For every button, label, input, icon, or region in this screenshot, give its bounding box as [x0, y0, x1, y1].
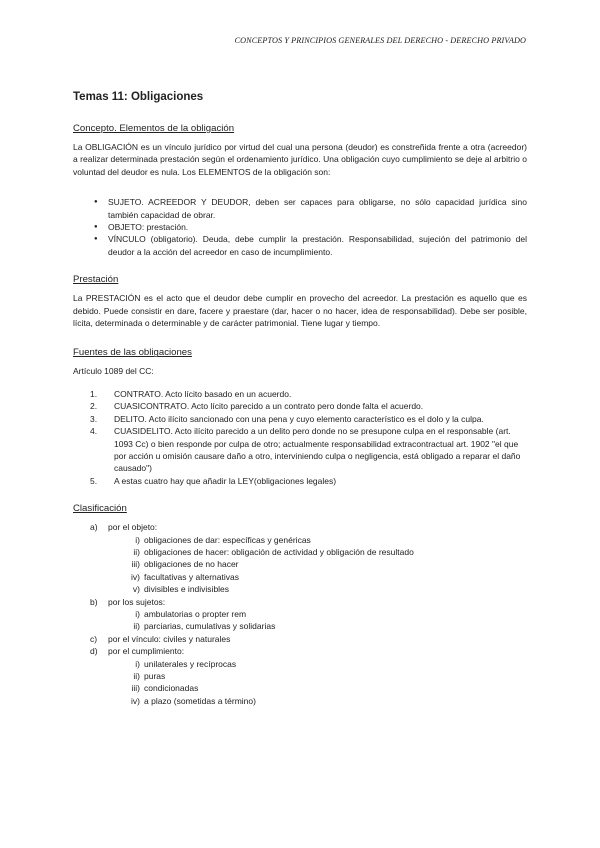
- item-text: a plazo (sometidas a término): [144, 695, 256, 706]
- item-text: puras: [144, 671, 166, 681]
- sublist: [108, 608, 527, 633]
- item-label: a): [90, 522, 98, 533]
- item-text: obligaciones de hacer: obligación de actividad y obligación de resultado: [144, 546, 414, 557]
- item-text: parciarias, cumulativas y solidarias: [144, 621, 276, 632]
- list-item: [108, 695, 527, 707]
- section-heading-concepto: Concepto. Elementos de la obligación: [73, 123, 235, 134]
- item-text: CUASIDELITO. Acto ilícito parecido a un delito pero donde no se presupone culpa en el responsable (art. 1093 Cc) o bien responde por culpa de otro; actualmente responsabilidad extracontractual art. 1902 "el que por acción u omisión causare daño a otro, interviniendo culpa o negligencia, está obligado a reparar el daño causado"): [114, 426, 521, 474]
- item-number: 4.: [90, 426, 98, 437]
- list-item: [73, 633, 527, 645]
- item-text: unilaterales y recíprocas: [144, 658, 237, 669]
- item-number: ii): [133, 546, 140, 557]
- prestacion-paragraph: La PRESTACIÓN es el acto que el deudor debe cumplir en provecho del acreedor. La prestación es aquello que es debido. Puede consistir en dare, facere y praestare (dar, hacer o no hacer, idea de responsabilidad). Debe ser posible, lícita, determinada o determinable y de carácter patrimonial. Tiene lugar y tiempo.: [73, 293, 527, 329]
- item-text: obligaciones de dar: específicas y genéricas: [144, 534, 311, 545]
- item-label: c): [90, 633, 98, 644]
- list-item: [108, 608, 527, 620]
- item-number: 1.: [90, 388, 98, 399]
- item-text: por el vínculo: civiles y naturales: [108, 633, 231, 644]
- item-number: i): [135, 608, 140, 619]
- item-text: CUASICONTRATO. Acto lícito parecido a un contrato pero donde falta el acuerdo.: [114, 401, 424, 412]
- list-item: [108, 546, 527, 558]
- clasificacion-list: [73, 521, 527, 707]
- item-number: ii): [133, 671, 140, 681]
- item-number: ii): [133, 621, 140, 632]
- item-number: iv): [131, 695, 140, 706]
- section-heading-fuentes: Fuentes de las obligaciones: [73, 347, 192, 359]
- item-number: iii): [131, 559, 140, 570]
- elementos-list: [73, 196, 527, 258]
- item-number: i): [135, 658, 140, 669]
- list-item: [108, 682, 527, 694]
- item-text: obligaciones de no hacer: [144, 559, 239, 570]
- section-heading-prestacion: Prestación: [73, 274, 119, 286]
- sublist: [108, 534, 527, 596]
- list-item: [73, 521, 527, 595]
- list-item: ● SUJETO. ACREEDOR Y DEUDOR, deben ser capaces para obligarse, no sólo capacidad jurídica sino también capacidad de obrar.: [108, 196, 527, 221]
- article-reference: Artículo 1089 del CC:: [73, 366, 154, 377]
- list-item: [108, 558, 527, 570]
- item-label: d): [90, 646, 98, 657]
- item-text: facultativas y alternativas: [144, 571, 239, 582]
- list-item: [90, 388, 527, 400]
- item-text: CONTRATO. Acto lícito basado en un acuerdo.: [114, 388, 292, 399]
- section-heading-clasificacion: Clasificación: [73, 503, 127, 515]
- list-item: ● VÍNCULO (obligatorio). Deuda, debe cumplir la prestación. Responsabilidad, sujeción del patrimonio del deudor a la acción del acreedor en caso de incumplimiento.: [108, 233, 527, 258]
- item-number: v): [132, 584, 140, 595]
- list-item: [73, 645, 527, 707]
- list-item: [90, 475, 527, 487]
- item-text: por el cumplimiento:: [108, 646, 185, 657]
- sublist: [108, 658, 527, 708]
- item-text: A estas cuatro hay que añadir la LEY(obligaciones legales): [114, 475, 337, 486]
- list-item: [108, 670, 527, 682]
- item-text: DELITO. Acto ilícito sancionado con una pena y cuyo elemento característico es el dolo y la culpa.: [114, 413, 484, 424]
- item-number: 5.: [90, 475, 98, 486]
- list-item: [108, 571, 527, 583]
- item-number: iv): [131, 571, 140, 582]
- list-item: [90, 413, 527, 425]
- concepto-paragraph: La OBLIGACIÓN es un vínculo jurídico por virtud del cual una persona (deudor) es constreñida frente a otra (acreedor) a realizar determinada prestación según el ordenamiento jurídico. Una obligación cuyo cumplimiento se deje al arbitrio o voluntad del deudor es nula. Los ELEMENTOS de la obligación son:: [73, 142, 527, 177]
- list-item: ● OBJETO: prestación.: [108, 221, 527, 233]
- list-item: [108, 534, 527, 546]
- list-item: [108, 658, 527, 670]
- list-item: [90, 400, 527, 412]
- running-header: CONCEPTOS Y PRINCIPIOS GENERALES DEL DERECHO - DERECHO PRIVADO: [234, 36, 526, 45]
- fuentes-list: [73, 388, 527, 487]
- item-text: ambulatorias o propter rem: [144, 608, 247, 619]
- list-item: [108, 583, 527, 595]
- page-title: Temas 11: Obligaciones: [73, 91, 204, 103]
- list-item: [73, 596, 527, 633]
- list-item: [90, 425, 527, 475]
- list-item: [108, 620, 527, 632]
- item-number: 2.: [90, 401, 98, 412]
- item-text: divisibles e indivisibles: [144, 584, 230, 595]
- item-label: b): [90, 596, 98, 607]
- item-number: 3.: [90, 413, 98, 424]
- item-number: iii): [131, 683, 140, 694]
- item-number: i): [135, 534, 140, 545]
- item-text: condicionadas: [144, 683, 199, 694]
- item-text: por el objeto:: [108, 522, 158, 533]
- item-text: por los sujetos:: [108, 596, 166, 607]
- document-body: [73, 90, 527, 707]
